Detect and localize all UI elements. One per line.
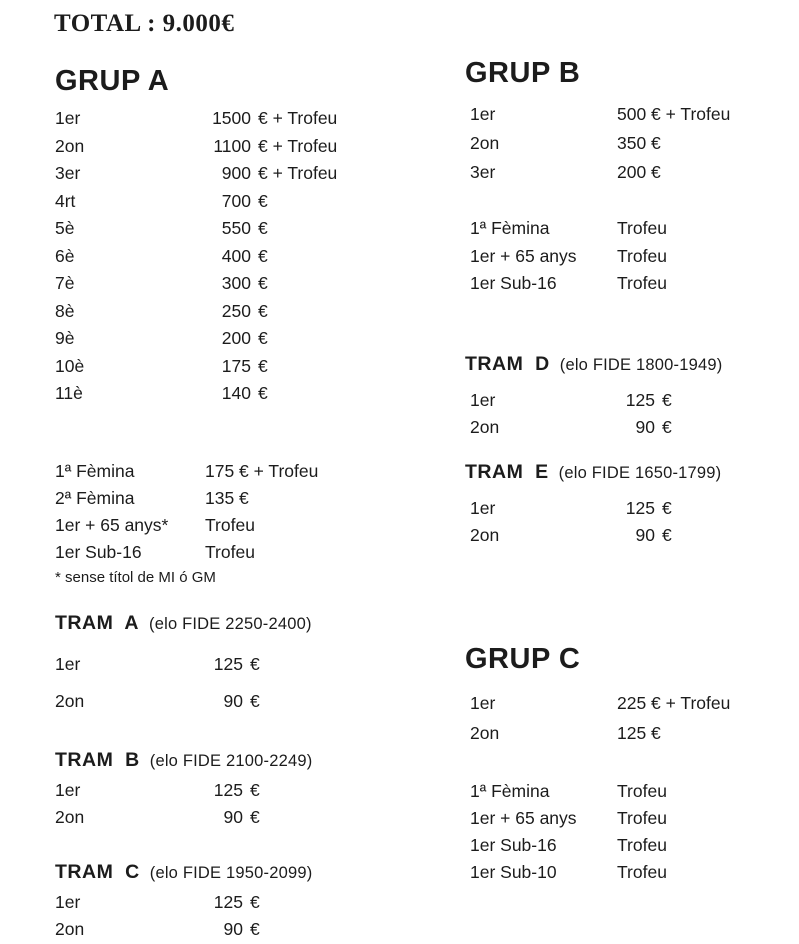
position-label: 3er — [470, 162, 496, 182]
category-label: 1er + 65 anys* — [55, 514, 169, 535]
amount-value: 700 — [221, 190, 251, 211]
amount-suffix: € + Trofeu — [258, 135, 338, 156]
prize-row — [465, 859, 799, 886]
amount-suffix: € — [258, 190, 268, 211]
prize-row — [465, 688, 799, 718]
prize-row — [465, 215, 799, 243]
prize-row — [55, 485, 435, 512]
right-column — [465, 56, 799, 886]
prize-row — [465, 832, 799, 859]
category-label: 1ª Fèmina — [55, 460, 135, 481]
position-label: 7è — [55, 273, 75, 293]
prize-row — [55, 916, 435, 944]
amount-value: 900 — [221, 163, 251, 183]
prize-row — [55, 889, 435, 917]
prize-row — [465, 522, 799, 550]
prize-value: Trofeu — [617, 807, 667, 828]
amount-value: 300 — [221, 273, 251, 293]
prize-row — [55, 458, 435, 485]
category-label: 1er + 65 anys — [470, 245, 577, 266]
position-label: 6è — [55, 245, 75, 266]
amount-suffix: € — [250, 807, 260, 827]
amount-value: 175 — [221, 355, 251, 376]
total-prize-title: TOTAL : 9.000€ — [54, 10, 235, 37]
position-label: 2on — [470, 417, 500, 437]
prize-value: 175 € + Trofeu — [205, 460, 319, 481]
prize-row — [465, 158, 799, 187]
prize-row — [55, 646, 435, 683]
tram-d-title: TRAM D — [465, 352, 550, 375]
category-label: 1er Sub-16 — [470, 834, 557, 855]
left-column — [55, 64, 435, 944]
prize-row — [465, 495, 799, 523]
tram-a-prize-list — [55, 646, 435, 720]
amount-value: 90 — [223, 807, 243, 827]
amount-value: 550 — [221, 218, 251, 238]
position-label: 2on — [55, 135, 85, 156]
tram-c-prize-list — [55, 889, 435, 944]
prize-value: Trofeu — [617, 861, 667, 882]
amount-suffix: € — [250, 690, 260, 711]
amount-value: 90 — [223, 690, 243, 711]
prize-row — [55, 243, 435, 271]
prize-row — [55, 133, 435, 161]
grup-b-special-prizes — [465, 215, 799, 298]
position-label: 1er — [470, 497, 496, 518]
position-label: 2on — [55, 807, 85, 827]
prize-row — [465, 805, 799, 832]
position-label: 4rt — [55, 190, 76, 211]
amount-suffix: € — [250, 653, 260, 674]
prize-row — [465, 270, 799, 298]
position-label: 1er — [470, 389, 496, 410]
prize-value: Trofeu — [617, 245, 667, 266]
amount-suffix: € — [258, 355, 268, 376]
position-label: 9è — [55, 328, 75, 348]
tram-b-title: TRAM B — [55, 748, 140, 771]
position-label: 10è — [55, 355, 85, 376]
amount-suffix: € — [250, 891, 260, 912]
position-label: 2on — [470, 525, 500, 545]
grup-b-prize-list — [465, 100, 799, 187]
amount-suffix: € + Trofeu — [258, 108, 338, 128]
position-label: 3er — [55, 163, 81, 183]
prize-value: Trofeu — [617, 780, 667, 801]
position-label: 5è — [55, 218, 75, 238]
prize-row — [465, 718, 799, 748]
grup-a-prize-list — [55, 105, 435, 408]
category-label: 1ª Fèmina — [470, 780, 550, 801]
prize-row — [465, 414, 799, 442]
position-label: 1er — [470, 104, 496, 124]
tram-a-section — [55, 610, 435, 720]
amount-suffix: € — [662, 525, 672, 545]
amount-suffix: € — [258, 245, 268, 266]
prize-value: 500 € + Trofeu — [617, 104, 731, 124]
prize-value: 200 € — [617, 162, 661, 182]
tram-d-section — [465, 351, 799, 442]
tram-e-section — [465, 459, 799, 550]
grup-a-title: GRUP A — [55, 65, 170, 97]
prize-value: Trofeu — [617, 273, 667, 293]
prize-row — [55, 777, 435, 805]
position-label: 2on — [470, 133, 500, 153]
position-label: 1er — [55, 779, 81, 800]
position-label: 8è — [55, 300, 75, 321]
prize-value: 125 € — [617, 722, 661, 743]
tram-d-heading — [465, 351, 799, 379]
amount-value: 90 — [635, 525, 655, 545]
prize-row — [465, 243, 799, 271]
amount-value: 200 — [221, 328, 251, 348]
amount-suffix: € — [250, 919, 260, 939]
category-label: 1ª Fèmina — [470, 218, 550, 238]
prize-row — [55, 215, 435, 243]
prize-row — [55, 188, 435, 216]
prize-row — [465, 129, 799, 158]
amount-suffix: € — [258, 218, 268, 238]
prize-value: Trofeu — [205, 514, 255, 535]
prize-value: Trofeu — [617, 834, 667, 855]
amount-value: 125 — [213, 653, 243, 674]
grup-b-title: GRUP B — [465, 57, 581, 89]
amount-value: 250 — [221, 300, 251, 321]
prize-value: 135 € — [205, 487, 249, 508]
tram-b-prize-list — [55, 777, 435, 832]
position-label: 1er — [470, 692, 496, 713]
tram-a-title: TRAM A — [55, 611, 140, 634]
category-label: 1er Sub-10 — [470, 861, 557, 882]
tram-e-title: TRAM E — [465, 460, 549, 483]
prize-value: Trofeu — [617, 218, 667, 238]
amount-value: 1100 — [213, 135, 251, 156]
amount-value: 125 — [213, 779, 243, 800]
tram-c-title: TRAM C — [55, 860, 140, 883]
amount-value: 90 — [635, 417, 655, 437]
tram-c-heading — [55, 859, 435, 887]
position-label: 1er — [55, 891, 81, 912]
tram-c-elo-range: (elo FIDE 1950-2099) — [149, 863, 313, 882]
position-label: 1er — [55, 108, 81, 128]
category-label: 1er + 65 anys — [470, 807, 577, 828]
category-label: 2ª Fèmina — [55, 487, 135, 508]
prize-row — [55, 683, 435, 720]
prize-value: 225 € + Trofeu — [617, 692, 731, 713]
tram-b-heading — [55, 747, 435, 775]
amount-value: 125 — [625, 497, 655, 518]
prize-row — [55, 160, 435, 188]
amount-value: 140 — [221, 383, 251, 403]
amount-suffix: € — [250, 779, 260, 800]
category-label: 1er Sub-16 — [470, 273, 557, 293]
tram-d-prize-list — [465, 387, 799, 442]
amount-suffix: € — [662, 389, 672, 410]
tram-b-section — [55, 747, 435, 832]
amount-suffix: € — [662, 417, 672, 437]
tram-e-prize-list — [465, 495, 799, 550]
prize-value: 350 € — [617, 133, 661, 153]
prize-value: Trofeu — [205, 541, 255, 562]
tram-b-elo-range: (elo FIDE 2100-2249) — [149, 751, 313, 770]
prize-row — [55, 380, 435, 408]
tram-e-heading — [465, 459, 799, 487]
category-label: 1er Sub-16 — [55, 541, 142, 562]
amount-value: 125 — [213, 891, 243, 912]
tram-e-elo-range: (elo FIDE 1650-1799) — [558, 463, 722, 482]
amount-suffix: € + Trofeu — [258, 163, 338, 183]
amount-suffix: € — [258, 300, 268, 321]
position-label: 2on — [55, 690, 85, 711]
tram-a-elo-range: (elo FIDE 2250-2400) — [149, 614, 312, 633]
amount-value: 125 — [625, 389, 655, 410]
prize-row — [465, 778, 799, 805]
prize-row — [55, 353, 435, 381]
prize-row — [465, 100, 799, 129]
tram-c-section — [55, 859, 435, 944]
prize-row — [55, 298, 435, 326]
position-label: 2on — [55, 919, 85, 939]
amount-value: 90 — [223, 919, 243, 939]
tram-d-elo-range: (elo FIDE 1800-1949) — [559, 355, 723, 374]
position-label: 11è — [55, 383, 83, 403]
title-footnote: * sense títol de MI ó GM — [55, 568, 216, 586]
prize-row — [55, 325, 435, 353]
position-label: 2on — [470, 722, 500, 743]
amount-value: 1500 — [212, 108, 251, 128]
grup-c-special-prizes — [465, 778, 799, 886]
prize-row — [55, 539, 435, 566]
grup-a-special-prizes — [55, 458, 435, 566]
prize-row — [55, 270, 435, 298]
prize-row — [55, 105, 435, 133]
amount-suffix: € — [258, 273, 268, 293]
amount-suffix: € — [662, 497, 672, 518]
prize-row — [465, 387, 799, 415]
amount-suffix: € — [258, 383, 268, 403]
position-label: 1er — [55, 653, 81, 674]
amount-suffix: € — [258, 328, 268, 348]
grup-c-title: GRUP C — [465, 642, 581, 675]
prize-row — [55, 512, 435, 539]
amount-value: 400 — [221, 245, 251, 266]
grup-c-prize-list — [465, 688, 799, 748]
prize-row — [55, 804, 435, 832]
tram-a-heading — [55, 610, 435, 638]
